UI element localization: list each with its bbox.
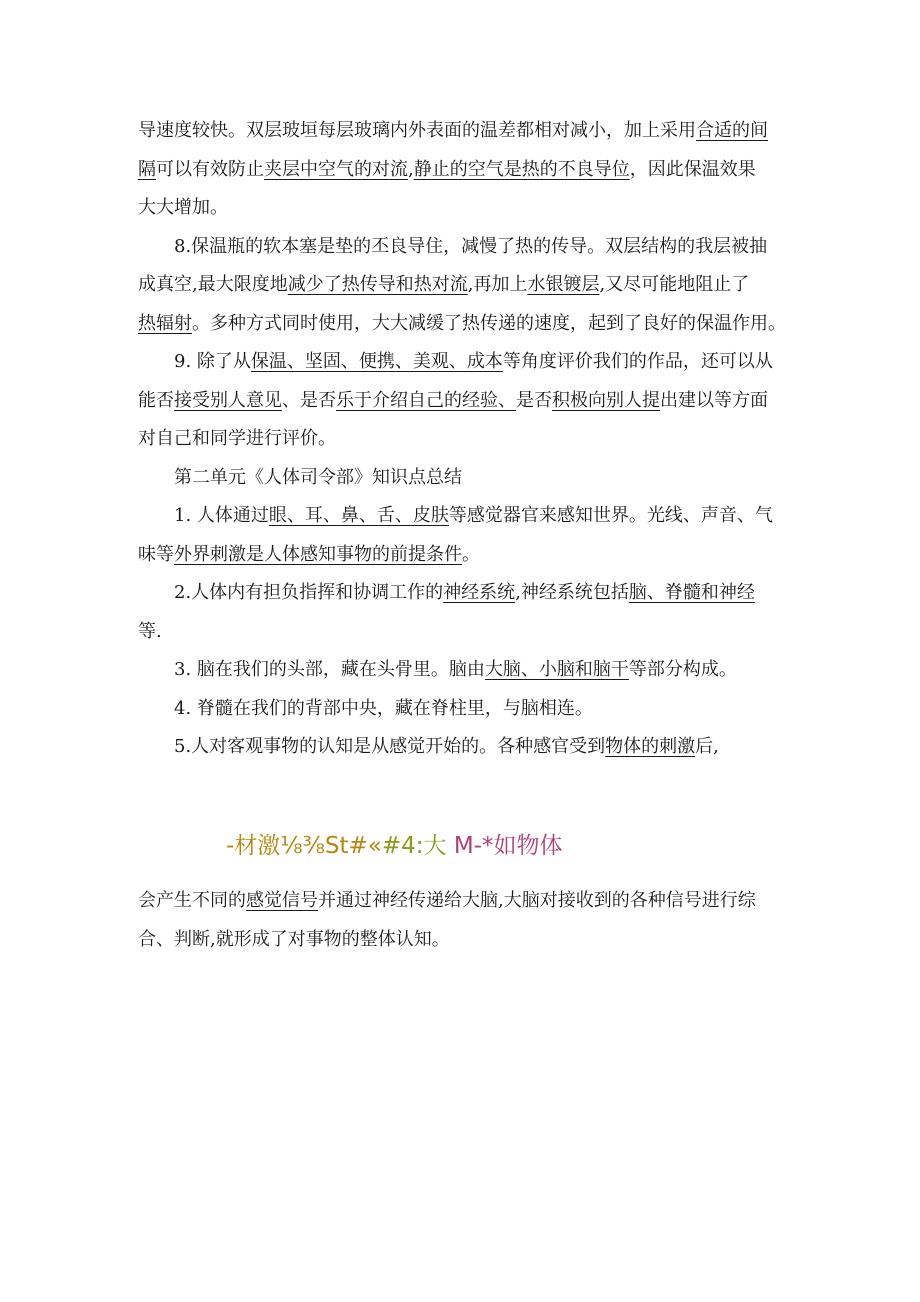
underlined-keyword: 感觉信号 — [246, 890, 318, 911]
text-run: ,再加上 — [467, 274, 528, 295]
text-run: 4. 脊髓在我们的背部中央，藏在脊柱里，与脑相连。 — [174, 697, 593, 719]
text-run: 2.人体内有担负指挥和协调工作的 — [174, 582, 444, 603]
underlined-keyword: 乐于介绍自己的经验、 — [336, 389, 516, 411]
underlined-keyword: 合适的间 — [696, 120, 768, 141]
text-line — [138, 882, 788, 921]
text-run: 第二单元《人体司令部》知识点总结 — [174, 466, 462, 488]
text-run: 导速度较快。双层玻垣每层玻璃内外表面的温差都相对减小，加上采用 — [138, 120, 696, 141]
text-run: ,神经系统包括 — [515, 582, 629, 603]
garbled-text-run: M-*如物体 — [446, 833, 563, 859]
underlined-keyword: 接受别人意见 — [174, 389, 282, 411]
text-run: 会产生不同的 — [138, 890, 246, 911]
text-run: 能否 — [138, 389, 174, 411]
text-line — [138, 382, 788, 421]
text-run: 等部分构成。 — [628, 659, 737, 680]
text-run: 5.人对客观事物的认知是从感觉开始的。各种感官受到 — [174, 736, 606, 757]
garbled-text-run: #4:大 — [381, 833, 447, 859]
text-line — [138, 266, 788, 305]
text-line — [138, 228, 788, 267]
text-run: 1. 人体通过 — [174, 505, 269, 526]
text-run: 9. 除了从 — [174, 351, 251, 372]
text-run: 是否 — [516, 389, 552, 411]
text-line — [138, 728, 788, 767]
text-run: 等角度评价我们的作品，还可以从 — [502, 351, 773, 372]
text-run: 。多种方式同时使用，大大减缓了热传递的速度，起到了良好的保温作用。 — [192, 312, 786, 334]
text-line — [138, 305, 788, 344]
text-line — [138, 921, 788, 960]
underlined-keyword: 积极向别人提 — [552, 389, 660, 411]
text-run: 味等 — [138, 543, 174, 565]
text-run: 合、判断,就形成了对事物的整体认知。 — [138, 928, 450, 950]
underlined-keyword: 神经系统 — [443, 582, 516, 603]
text-line — [138, 420, 788, 459]
text-line — [138, 189, 788, 228]
text-run: ,又尽可能地阻止了 — [599, 274, 750, 295]
text-run: 出建以等方面 — [660, 389, 768, 411]
underlined-keyword: 眼、耳、鼻、舌、皮肤 — [268, 505, 449, 526]
underlined-keyword: 大脑、小脑和脑干 — [484, 659, 629, 680]
underlined-keyword: 保温、坚固、便携、美观、成本 — [250, 351, 503, 372]
garbled-ocr-line — [226, 826, 562, 866]
underlined-keyword: 隔 — [138, 158, 156, 180]
underlined-keyword: 外界刺激是人体感知事物的前提条件 — [174, 543, 462, 565]
underlined-keyword: 脑、脊髓和神经 — [628, 582, 755, 603]
underlined-keyword: 静止的空气是热的不良导位 — [413, 158, 630, 180]
text-line — [138, 459, 788, 498]
underlined-keyword: 减少了热传导和热对流 — [287, 274, 468, 295]
text-line — [138, 536, 788, 575]
text-run: 对自己和同学进行评价。 — [138, 428, 336, 449]
text-run: 可以有效防止 — [156, 158, 264, 180]
text-run: 大大增加。 — [138, 197, 228, 218]
text-block-lower — [138, 882, 788, 959]
text-run: 等. — [138, 620, 162, 642]
text-run: 8.保温瓶的软本塞是垫的丕良导住，减慢了热的传导。双层结构的我层被抽 — [174, 235, 768, 257]
garbled-text-run: -材激⅛⅜St#« — [226, 833, 382, 859]
text-line — [138, 574, 788, 613]
underlined-keyword: 水银镀层 — [527, 274, 600, 295]
text-run: 。 — [462, 543, 480, 565]
underlined-keyword: 物体的刺激 — [605, 736, 696, 757]
text-line — [138, 497, 788, 536]
text-run: 并通过神经传递给大脑,大脑对接收到的各种信号进行综 — [318, 890, 756, 911]
text-run: 等感觉器官来感知世界。光线、声音、气 — [448, 505, 773, 526]
text-run: ，因此保温效果 — [629, 158, 756, 180]
text-line — [138, 343, 788, 382]
text-run: , — [408, 158, 414, 180]
text-run: 3. 脑在我们的头部，藏在头骨里。脑由 — [174, 659, 485, 680]
text-line — [138, 690, 788, 729]
text-block-upper — [138, 112, 788, 767]
text-line — [138, 112, 788, 151]
text-line — [138, 613, 788, 652]
text-line — [138, 151, 788, 190]
text-line — [138, 651, 788, 690]
text-run: 、是否 — [282, 389, 336, 411]
underlined-keyword: 热辐射 — [138, 312, 192, 334]
underlined-keyword: 夹层中空气的对流 — [264, 158, 408, 180]
text-run: 成真空,最大限度地 — [138, 274, 288, 295]
text-run: 后, — [695, 736, 719, 757]
